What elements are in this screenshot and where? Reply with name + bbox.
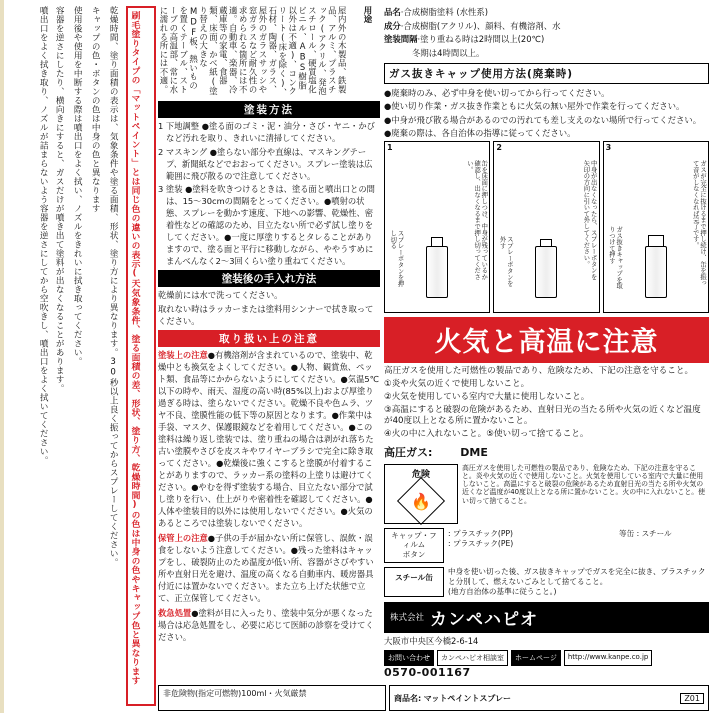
gas-step-1-note: 缶を床面に押しつけ、中身が残っているか確認し、出なくなるまで押し切ってください。 [465, 159, 488, 280]
steel-text-0: 中身を使い切った後、ガス抜きキャップでガスを完全に抜き、プラスチックと分別して、燃えないごみとして捨てること。 [448, 567, 706, 587]
usage-text: 屋内外の木製品、鉄製品、アルミ、プラスチック(アクリル、発泡スチロール、硬質塩化ビニル、ABS樹脂以外は不適)、コンクリート(床を除く)、石材、陶器、ガラス、屋外のガラスサッシや窓ガラスなど耐久性の求められる箇所には不適。自動車、楽器、冷蔵庫等の家電、食器類、床面、かべ紙(塗り替えの大きなMDF板、熱いものを置くテーブル、ストーブの高温部、常に水に濡れる所には不適。 [158, 6, 348, 98]
material-label-0: キャップ・フィルム [391, 530, 437, 550]
company-banner [384, 602, 709, 633]
right-column [384, 6, 709, 706]
homepage-value[interactable]: http://www.kanpe.co.jp [564, 650, 652, 666]
usage-heading: 用途 [362, 6, 373, 24]
spec-label-0: 品名 [384, 7, 401, 17]
spec-value-2: 塗り重ねる時は2時間以上(20℃) [420, 34, 545, 44]
middle-column [158, 6, 380, 706]
fire-heat-warning-banner: 火気と高温に注意 [384, 317, 709, 363]
usage-section [158, 6, 380, 98]
spec-value-0: 合成樹脂塗料 (水性系) [403, 7, 488, 17]
homepage-label[interactable]: ホームページ [511, 650, 561, 666]
spec-list: 品名·合成樹脂塗料 (水性系) 成分·合成樹脂(アクリル)、顔料、有機溶剤、水 塗装間隔·塗り重ねる時は2時間以上(20℃) 冬期は4時間以上。 [384, 6, 709, 59]
spec-label-1: 成分 [384, 20, 401, 31]
painting-caution-label: 塗装上の注意 [158, 349, 208, 360]
company-address: 大阪市中央区今橋2-6-14 [384, 635, 479, 646]
painting-caution-text: ●有機溶剤が含まれているので、塗装中、乾燥中とも換気をよくしてください。●人物、観賞魚、ペット類、食品等にかからないようにしてください。●気温5℃以下の時や、雨天、湿度の高い時(85%以上)および厚塗り過ぎる時は、塗らないでください。乾燥不良や色ムラ、ツヤ不良、塗膜性能の低下等の原因となります。●作業中は手袋、マスク、保護眼鏡などを着用してください。●この塗料は繰り返し塗装では、塗り重ねの場合は剥がれ落ちた古い塗膜やさびを皮スキやワイヤーブラシで完全に除き取ってください。●乾燥後に強くこすると塗膜が付着することがありますので、ラッカー系の塗料の上塗りは避けてください。●やむを得ず塗装する場合、目立たない部分で試し塗りを行い、仕上がりや密着性を確認してください。●人体や塗装目的以外には使用しないでください。●火気のあるところでは塗装しないでください。 [158, 349, 379, 528]
gas-release-cap-icon [645, 235, 667, 298]
material-value-1: : プラスチック(PE) [448, 538, 514, 548]
label-code: Z01 [680, 693, 704, 704]
gas-step-1: 1 缶を床面に押しつけ、中身が残っているか確認し、出なくなるまで押し切ってください。 スプレーボタンを押し切る [384, 141, 490, 313]
spray-can-icon [426, 237, 448, 298]
danger-box [384, 464, 458, 524]
left-note-0: 乾燥時間、塗り面積の表示は、気象条件や塗る面積、形状、塗り方により異なります。30秒以上良く振ってからスプレーしてください。 [108, 6, 119, 567]
gas-step-2: 2 中身が出なくなったら、スプレーボタンを矢印の方向に引いて外してください。 スプレーボタンを外す [493, 141, 599, 313]
how-to-paint-title: 塗装方法 [158, 101, 380, 118]
handling-caution-title: 取り扱い上の注意 [158, 330, 380, 347]
storage-caution-text: ●子供の手が届かない所に保管し、誤飲・誤食をしないよう注意してください。●残った塗料はキャップをし、破裂防止のため温度が低い所、容器がさびやすい所や直射日光を避け、温度の高くなる自動車内、暖房器具付近には置かないでください。また立ち上げた状態で立て、正立保管してください。 [158, 532, 374, 603]
left-caution-column [4, 6, 156, 706]
left-note-4: 噴出口をよく拭き取り、ノズルが詰まらないよう容器を逆さにしてから空吹きし、噴出口をよく拭いてください。 [38, 6, 49, 465]
gas-step-3-caption: ガス抜きキャップを取りつけて押す [607, 225, 623, 289]
contact-row [384, 650, 709, 666]
material-rows [384, 528, 709, 564]
danger-pictogram-row [384, 464, 709, 524]
matte-paint-note-box [126, 6, 156, 706]
storage-caution-label: 保管上の注意 [158, 532, 208, 543]
left-note-3: 容器を逆さにしたり、横向きにすると、ガスだけが噴き出て塗料が出なくなることがあります。 [54, 6, 65, 393]
spec-value-3: 冬期は4時間以上。 [412, 47, 485, 58]
first-aid-label: 救急処置 [158, 607, 192, 618]
gas-step-2-note: 中身が出なくなったら、スプレーボタンを矢印の方向に引いて外してください。 [582, 159, 597, 280]
gas-release-steps [384, 141, 709, 313]
handling-caution-body [158, 349, 380, 643]
product-label: 商品名: [394, 693, 422, 703]
hazard-note: 非危険物(指定可燃物)100ml・火気厳禁 [158, 685, 386, 711]
company-kk: 株式会社 [390, 613, 425, 624]
bottom-bar [158, 685, 709, 711]
care-body: 乾燥前には水で洗ってください。 取れない時はラッカーまたは塗料用シンナーで拭き取ってください。 [158, 290, 374, 326]
gas-step-3: 3 ガスが完全に抜けるまで押し続け、缶を振って音がしなくなれば完了です。 ガス抜きキャップを取りつけて押す [603, 141, 709, 313]
first-aid-text: ●塗料が目に入ったり、塗装中気分が悪くなった場合は応急処置をし、必要に応じて医師の診察を受けてください。 [158, 607, 374, 642]
warning-body: 高圧ガスを使用した可燃性の製品であり、危険なため、下記の注意を守ること。 ①炎や火気の近くで使用しないこと。 ②火気を使用している室内で大量に使用しないこと。 ③高温にすると破裂の危険があるため、直射日光の当たる所や火気の近くなど温度が40度以上となる所に置かないこと。 ④火の中に入れないこと。⑤使い切って捨てること。 [384, 365, 701, 440]
flame-icon: 🔥 [397, 477, 445, 525]
care-title: 塗装後の手入れ方法 [158, 270, 380, 287]
company-name: カンペハピオ [430, 609, 539, 630]
product-name: マットペイントスプレー [423, 693, 512, 703]
spray-can-no-button-icon [535, 239, 557, 298]
product-name-row [389, 685, 709, 711]
spec-label-2: 塗装間隔 [384, 34, 418, 44]
steel-can-row [384, 567, 709, 597]
danger-label: 危険 [411, 469, 430, 480]
gas-step-3-note: ガスが完全に抜けるまで押し続け、缶を振って音がしなくなれば完了です。 [691, 159, 706, 286]
gas-type-row [384, 444, 709, 460]
telephone-number: 0570-001167 [384, 665, 471, 679]
steel-can-label: スチール缶 [384, 567, 444, 597]
spec-value-1: 合成樹脂(アクリル)、顔料、有機溶剤、水 [403, 20, 561, 31]
inquiry-value: カンペハピオ相談室 [437, 650, 508, 666]
how-to-paint-body: 1 下地調整 ●塗る面のゴミ・泥・油分・さび・ヤニ・かびなど汚れを取り、きれいに清掃してください。 2 マスキング ●塗らない部分や直線は、マスキングテープ、新聞紙などでおおってください。スプレー塗装は広範囲に飛び散るので注意してください。 3 塗装 ●塗料を吹きつけるときは、塗る面と噴出口との間は、15〜30cmの間隔をとってください。●噴射の状態、スプレーを動かす速度、下地への影響、乾燥性、密着性などの確認のため、目立たない所で必ず試し塗りをしてください。●一度に厚塗りするとタレることがありますので、塗る面と平行に移動しながら、ややうすめにまんべんなく2〜3回くらい塗り重ねてください。 [158, 121, 375, 266]
material-value-2: 等缶 : スチール [619, 528, 672, 538]
material-value-0: : プラスチック(PP) [448, 528, 514, 538]
inquiry-label: お問い合わせ [384, 650, 434, 666]
left-note-2: 使用後や使用を中断する際は噴出口をよく拭い、ノズルをきれいに拭き取ってください。 [72, 6, 83, 366]
material-label-1: ボタン [402, 550, 426, 560]
gas-type-value: DME [460, 445, 488, 459]
gas-type-label: 高圧ガス: [384, 445, 433, 459]
matte-paint-note: 刷毛塗りタイプの「マットペイント」とは同じ色の違いの表示(天気象条件、塗る面積の差、形状、塗り方、乾燥時間)の色は中身の色やキャップ色と異なります [129, 11, 140, 685]
left-note-1: キャップの色・ボタンの色は中身の色と異なります [90, 6, 101, 213]
gas-step-1-caption: スプレーボタンを押し切る [389, 229, 404, 287]
steel-text-1: (地方自治体の基準に従うこと。) [448, 586, 557, 596]
danger-spec-text: 高圧ガスを使用した可燃性の製品であり、危険なため、下記の注意を守ること。炎や火気の近くで使用しないこと。火気を使用している室内で大量に使用しないこと。高温にすると破裂の危険があるため直射日光の当たる所や火気の近くなど温度が40度以上となる所に置かないこと。火の中に入れないこと。使い切って捨てること。 [462, 463, 706, 505]
gas-intro: ●廃棄時のみ、必ず中身を使い切ってから行ってください。 ●使い切り作業・ガス抜き作業ともに火気の無い屋外で作業を行ってください。 ●中身が飛び散る場合があるのでの汚れても差し支えのない場所で行ってください。 ●廃棄の際は、各自治体の指導に従ってください。 [384, 87, 702, 138]
gas-step-2-caption: スプレーボタンを外す [498, 235, 513, 286]
gas-release-title: ガス抜きキャップ使用方法(廃棄時) [384, 63, 709, 84]
